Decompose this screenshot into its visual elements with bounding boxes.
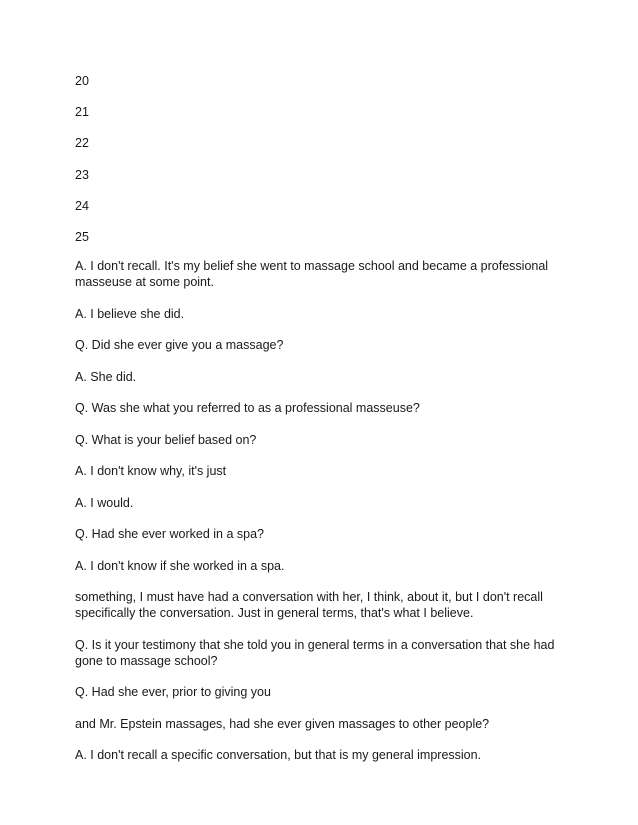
transcript-paragraph: A. I don't know why, it's just [75, 464, 227, 478]
line-number: 23 [75, 167, 89, 182]
transcript-paragraph: Q. What is your belief based on? [75, 432, 257, 447]
line-number: 20 [75, 74, 89, 88]
transcript-paragraph: something, I must have had a conversation with her, I think, about it, but I don't recall specifically the conversation. Just in general terms, that's what I believe. [75, 590, 543, 620]
transcript-paragraph: and Mr. Epstein massages, had she ever given massages to other people? [75, 716, 490, 731]
transcript-paragraph: A. I would. [75, 495, 134, 510]
transcript-paragraph: A. I believe she did. [75, 306, 185, 321]
line-number-list [75, 73, 89, 260]
transcript-paragraph: Q. Was she what you referred to as a professional masseuse? [75, 401, 420, 415]
transcript-paragraph: Q. Had she ever worked in a spa? [75, 527, 264, 541]
line-number: 25 [75, 229, 89, 244]
transcript-body [75, 258, 570, 779]
line-number: 24 [75, 198, 89, 213]
line-number: 22 [75, 136, 89, 151]
line-number: 21 [75, 105, 89, 120]
transcript-paragraph: Q. Is it your testimony that she told you in general terms in a conversation that she had gone to massage school? [75, 637, 555, 668]
transcript-paragraph: Q. Did she ever give you a massage? [75, 338, 284, 352]
transcript-paragraph: Q. Had she ever, prior to giving you [75, 685, 271, 699]
transcript-paragraph: A. She did. [75, 369, 137, 384]
transcript-paragraph: A. I don't know if she worked in a spa. [75, 558, 285, 573]
transcript-paragraph: A. I don't recall. It's my belief she went to massage school and became a professional masseuse at some point. [75, 259, 549, 289]
transcript-paragraph: A. I don't recall a specific conversation, but that is my general impression. [75, 748, 482, 762]
